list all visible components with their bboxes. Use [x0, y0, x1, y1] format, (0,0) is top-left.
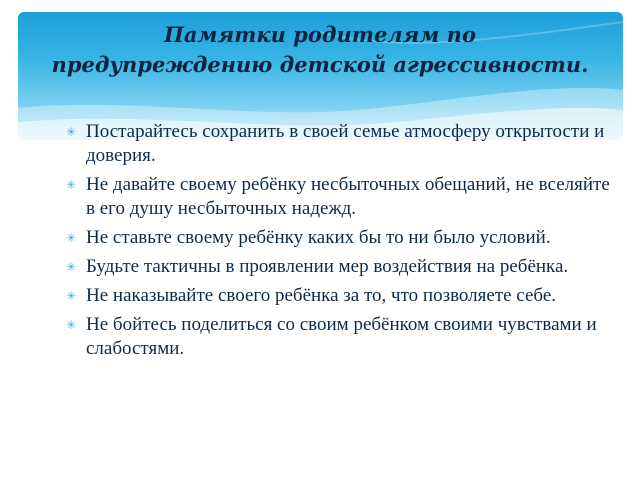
list-item-text: Постарайтесь сохранить в своей семье атмосферу открытости и доверия.	[86, 121, 605, 166]
list-item	[66, 173, 618, 221]
list-item-text: Не наказывайте своего ребёнка за то, что позволяете себе.	[86, 285, 556, 306]
asterisk-bullet-icon: ✳	[66, 125, 77, 139]
asterisk-bullet-icon: ✳	[66, 178, 77, 192]
asterisk-bullet-icon: ✳	[66, 289, 77, 303]
list-item-text: Не бойтесь поделиться со своим ребёнком своими чувствами и слабостями.	[86, 314, 597, 359]
title-line-1: Памятки родителям по	[164, 22, 476, 47]
list-item	[66, 313, 618, 361]
list-item	[66, 255, 618, 279]
asterisk-bullet-icon: ✳	[66, 260, 77, 274]
asterisk-bullet-icon: ✳	[66, 318, 77, 332]
title-line-2: предупреждению детской агрессивности.	[51, 52, 589, 77]
list-item	[66, 284, 618, 308]
list-item-text: Не ставьте своему ребёнку каких бы то ни было условий.	[86, 227, 551, 248]
list-item	[66, 226, 618, 250]
list-item	[66, 120, 618, 168]
bullet-list	[66, 120, 618, 366]
list-item-text: Будьте тактичны в проявлении мер воздействия на ребёнка.	[86, 256, 569, 277]
list-item-text: Не давайте своему ребёнку несбыточных обещаний, не вселяйте в его душу несбыточных надежд.	[86, 174, 610, 219]
asterisk-bullet-icon: ✳	[66, 231, 77, 245]
slide-title	[30, 20, 610, 80]
